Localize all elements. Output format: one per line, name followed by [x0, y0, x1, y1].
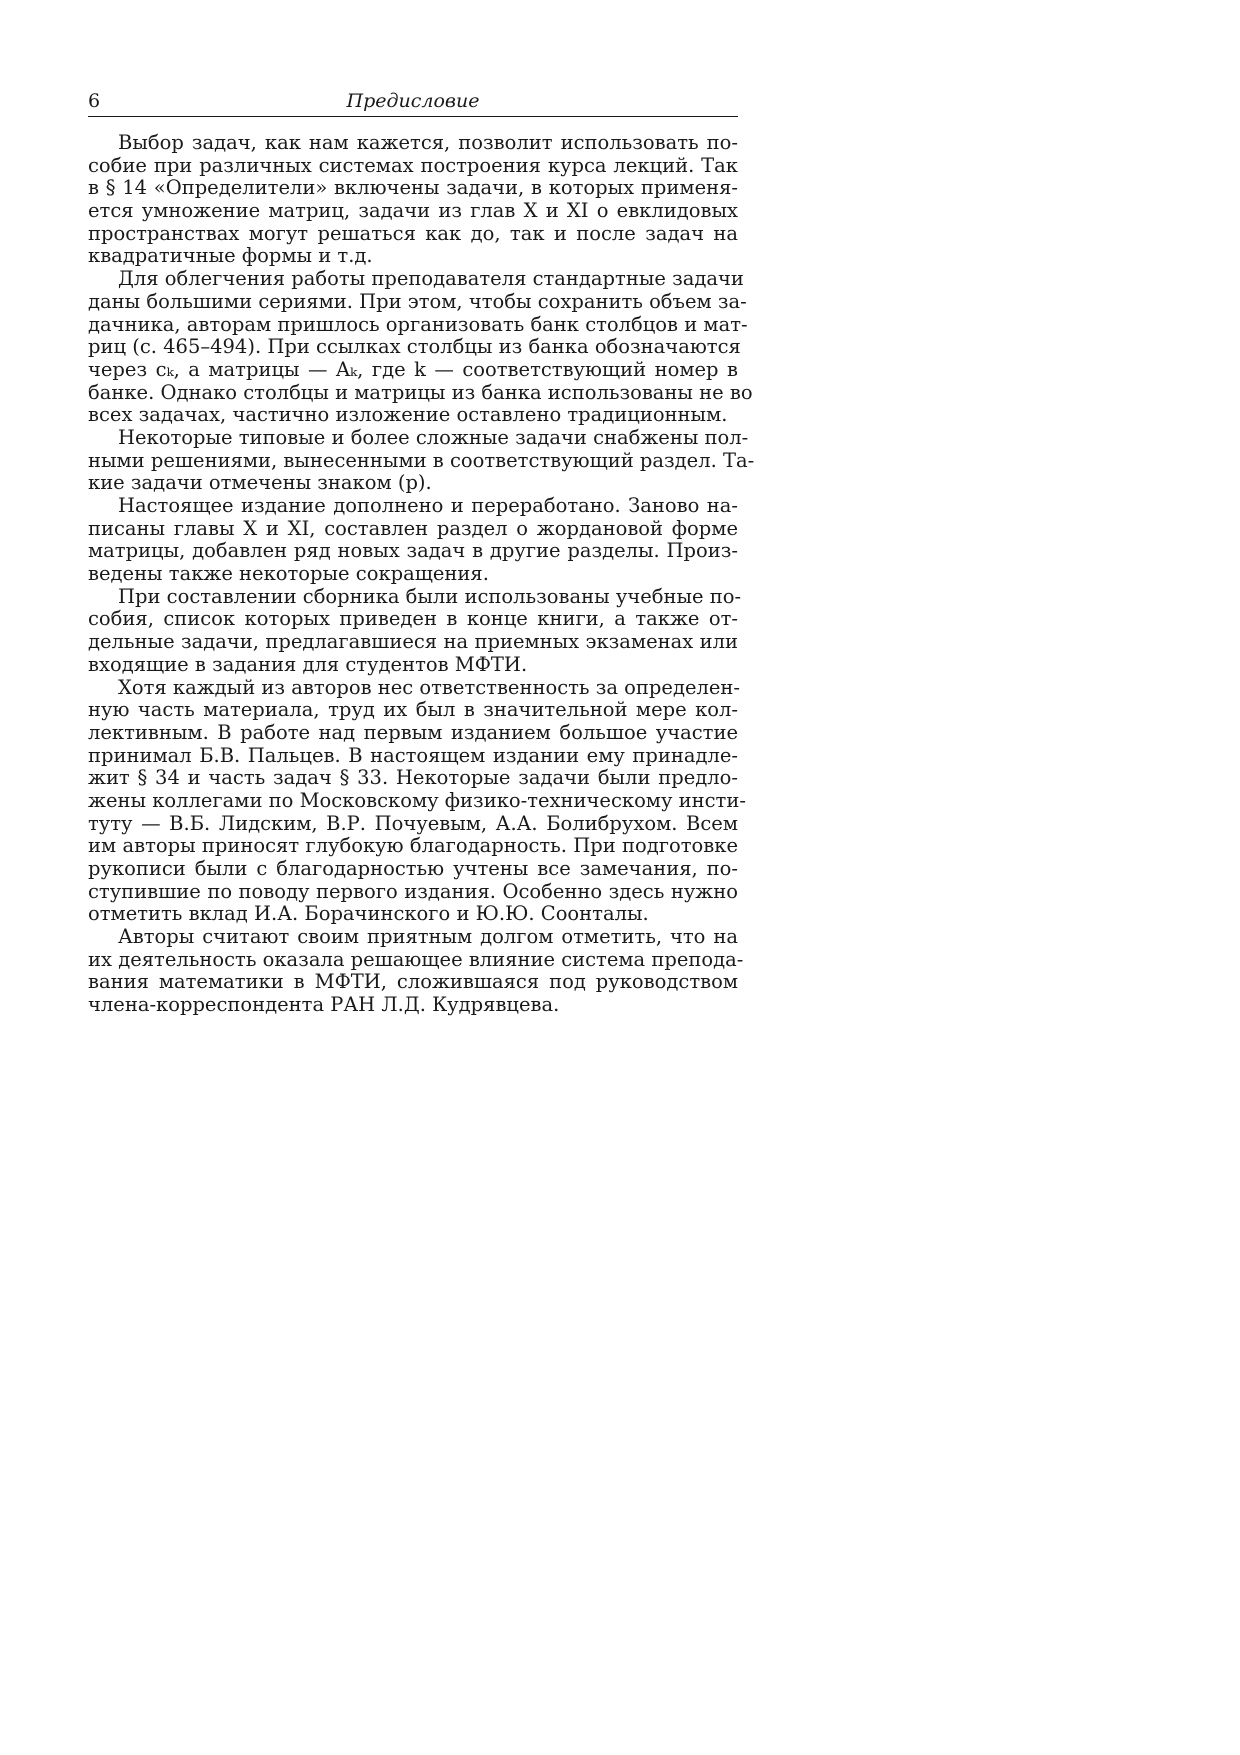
text-line: жит § 34 и часть задач § 33. Некоторые задачи были предло- [88, 766, 738, 790]
text-line: лективным. В работе над первым изданием большое участие [88, 720, 738, 744]
text-line: члена-корреспондента РАН Л.Д. Кудрявцева. [88, 993, 560, 1017]
text-line: даны большими сериями. При этом, чтобы сохранить объем за- [88, 289, 747, 313]
paragraph-3 [88, 425, 755, 495]
page-number: 6 [88, 90, 101, 112]
text-line: Авторы считают своим приятным долгом отметить, что на [118, 925, 738, 949]
running-head [88, 88, 738, 117]
text-line: банке. Однако столбцы и матрицы из банка использованы не во [88, 380, 753, 404]
text-line: пространствах могут решаться как до, так и после задач на [88, 221, 738, 245]
text-line: принимал Б.В. Пальцев. В настоящем издании ему принадле- [88, 743, 738, 767]
text-line: рукописи были с благодарностью учтены все замечания, по- [88, 857, 738, 880]
paragraph-6 [88, 675, 746, 927]
text-line: Выбор задач, как нам кажется, позволит использовать по- [118, 131, 738, 154]
paragraph-4 [88, 495, 738, 586]
text-line: входящие в задания для студентов МФТИ. [88, 652, 528, 676]
text-line: кие задачи отмечены знаком (р). [88, 471, 432, 495]
section-title: Предисловие [346, 90, 480, 112]
text-line: Некоторые типовые и более сложные задачи снабжены пол- [118, 425, 749, 449]
text-line: ными решениями, вынесенными в соответствующий раздел. Та- [88, 448, 755, 472]
text-body [88, 131, 755, 1017]
text-line: отметить вклад И.А. Борачинского и Ю.Ю. Соонталы. [88, 902, 649, 926]
text-line: собия, список которых приведен в конце книги, а также от- [88, 607, 738, 631]
text-line: ступившие по поводу первого издания. Особенно здесь нужно [88, 879, 738, 903]
text-line: Для облегчения работы преподавателя стандартные задачи [118, 267, 744, 291]
text-line: собие при различных системах построения курса лекций. Так [88, 153, 738, 177]
text-line: через cₖ, а матрицы — Aₖ, где k — соответствующий номер в [88, 357, 738, 381]
text-line: квадратичные формы и т.д. [88, 244, 373, 268]
text-line: вания математики в МФТИ, сложившаяся под руководством [88, 970, 738, 994]
text-line: При составлении сборника были использованы учебные по- [118, 584, 742, 608]
text-line: дачника, авторам пришлось организовать банк столбцов и мат- [88, 312, 748, 336]
text-line: Настоящее издание дополнено и переработано. Заново на- [118, 494, 738, 517]
text-line: в § 14 «Определители» включены задачи, в которых применя- [88, 176, 738, 200]
text-line: писаны главы X и XI, составлен раздел о жордановой форме [88, 516, 738, 540]
paragraph-2 [88, 267, 753, 427]
text-line: дельные задачи, предлагавшиеся на приемных экзаменах или [88, 630, 738, 654]
text-line: матрицы, добавлен ряд новых задач в другие разделы. Произ- [88, 539, 738, 563]
text-line: их деятельность оказала решающее влияние система препода- [88, 947, 744, 971]
text-line: Хотя каждый из авторов нес ответственность за определен- [118, 675, 741, 699]
text-line: риц (с. 465–494). При ссылках столбцы из банка обозначаются [88, 335, 741, 359]
text-line: жены коллегами по Московскому физико-техническому инсти- [88, 788, 746, 812]
paragraph-7 [88, 925, 744, 1017]
text-line: туту — В.Б. Лидским, В.Р. Почуевым, А.А. Болибрухом. Всем [88, 811, 738, 835]
paragraph-5 [88, 584, 742, 677]
text-line: ную часть материала, труд их был в значительной мере кол- [88, 698, 738, 722]
text-line: всех задачах, частично изложение оставлено традиционным. [88, 403, 728, 427]
text-line: им авторы приносят глубокую благодарность. При подготовке [88, 834, 738, 858]
text-line: ется умножение матриц, задачи из глав X и XI о евклидовых [88, 199, 738, 223]
text-line: ведены также некоторые сокращения. [88, 562, 489, 586]
paragraph-1 [88, 132, 738, 268]
